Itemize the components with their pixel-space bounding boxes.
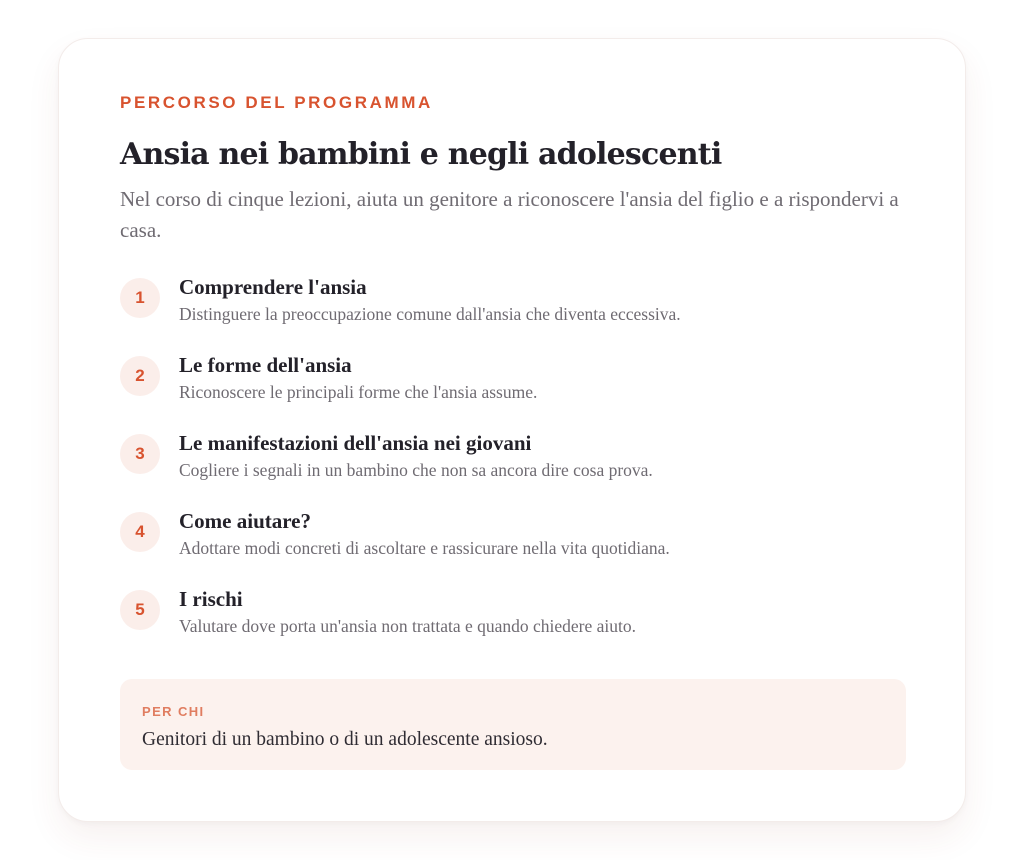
lesson-list — [120, 274, 904, 664]
page-title: Ansia nei bambini e negli adolescenti — [120, 137, 722, 172]
program-card — [58, 38, 966, 822]
lesson-item — [120, 352, 904, 430]
lesson-number-badge: 5 — [120, 590, 160, 630]
audience-text: Genitori di un bambino o di un adolescente ansioso. — [142, 729, 548, 750]
audience-label: PER CHI — [142, 704, 205, 719]
page-subtitle: Nel corso di cinque lezioni, aiuta un genitore a riconoscere l'ansia del figlio e a rispondervi a casa. — [120, 187, 899, 242]
lesson-description: Valutare dove porta un'ansia non trattata e quando chiedere aiuto. — [179, 616, 636, 636]
lesson-title: I rischi — [179, 587, 243, 611]
lesson-title: Come aiutare? — [179, 509, 311, 533]
lesson-number-badge: 3 — [120, 434, 160, 474]
lesson-title: Comprendere l'ansia — [179, 275, 367, 299]
lesson-description: Adottare modi concreti di ascoltare e rassicurare nella vita quotidiana. — [179, 538, 670, 558]
audience-panel — [120, 679, 906, 770]
lesson-number-badge: 4 — [120, 512, 160, 552]
lesson-item — [120, 586, 904, 664]
lesson-item — [120, 430, 904, 508]
lesson-item — [120, 508, 904, 586]
eyebrow-label: PERCORSO DEL PROGRAMMA — [120, 93, 433, 112]
lesson-item — [120, 274, 904, 352]
lesson-number-badge: 1 — [120, 278, 160, 318]
lesson-number-badge: 2 — [120, 356, 160, 396]
lesson-title: Le forme dell'ansia — [179, 353, 352, 377]
lesson-description: Distinguere la preoccupazione comune dall'ansia che diventa eccessiva. — [179, 304, 681, 324]
lesson-description: Cogliere i segnali in un bambino che non sa ancora dire cosa prova. — [179, 460, 653, 480]
lesson-title: Le manifestazioni dell'ansia nei giovani — [179, 431, 532, 455]
lesson-description: Riconoscere le principali forme che l'ansia assume. — [179, 382, 538, 402]
